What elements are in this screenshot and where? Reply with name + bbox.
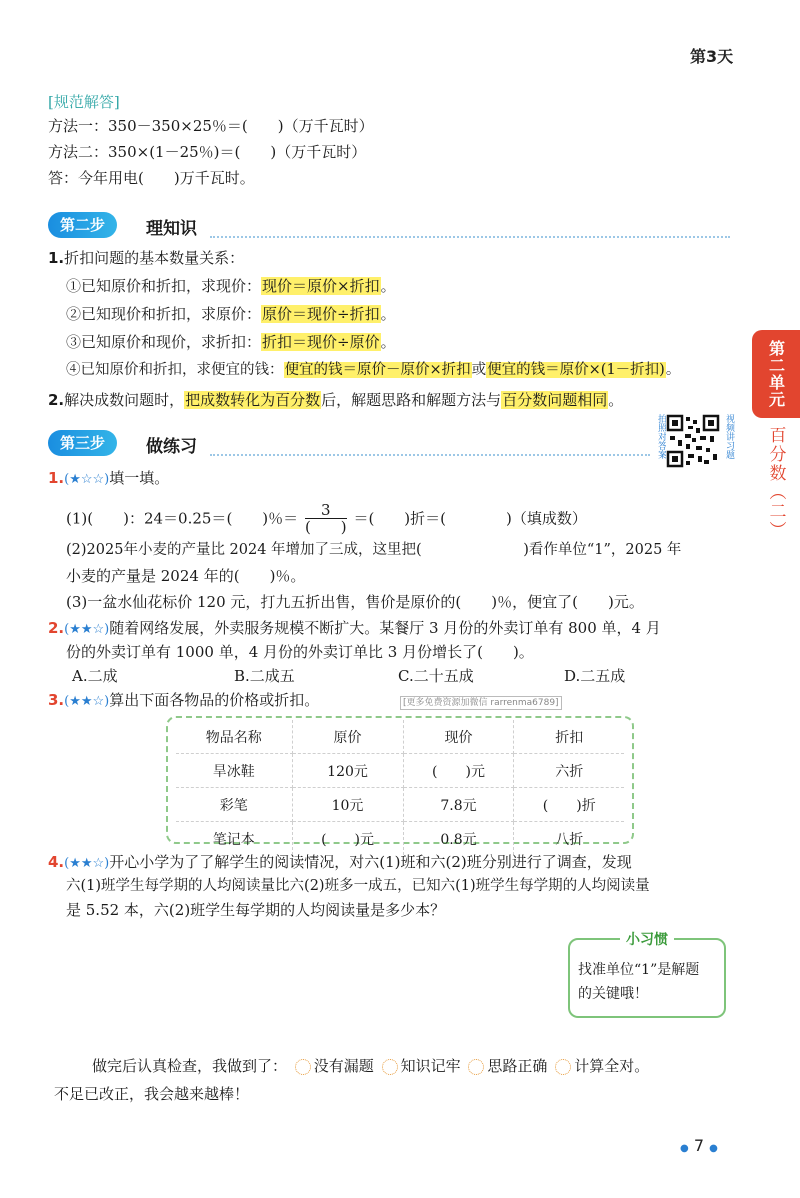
table-header: 折扣 <box>514 720 624 754</box>
table-cell: 10元 <box>292 788 403 822</box>
table-row <box>176 788 624 822</box>
formula-highlight: 便宜的钱＝原价－原价×折扣 <box>284 362 471 378</box>
table-cell: 笔记本 <box>176 822 292 856</box>
q2-option-b[interactable]: B.二成五 <box>234 667 295 685</box>
q3-heading: 3.(★★☆)算出下面各物品的价格或折扣。 <box>48 691 320 709</box>
difficulty-stars: (★☆☆) <box>64 472 110 487</box>
habit-line2: 的关键哦！ <box>578 986 648 1002</box>
qr-code-icon[interactable] <box>666 414 720 468</box>
side-tab <box>752 330 800 545</box>
table-cell: 7.8元 <box>403 788 514 822</box>
difficulty-stars: (★★☆) <box>64 856 110 871</box>
checklist-line2: 不足已改正，我会越来越棒！ <box>54 1085 250 1103</box>
smiley-icon[interactable] <box>382 1059 398 1075</box>
q4-line3: 是 5.52 本，六(2)班学生每学期的人均阅读量是多少本？ <box>66 901 446 919</box>
formula-highlight: 原价＝现价÷折扣 <box>262 305 380 323</box>
table-row <box>176 754 624 788</box>
formula-highlight: 百分数问题相同 <box>502 391 608 409</box>
step2-badge: 第二步 <box>48 212 117 238</box>
q2-option-c[interactable]: C.二十五成 <box>398 667 474 685</box>
q2-option-a[interactable]: A.二成 <box>72 667 118 685</box>
habit-title: 小习惯 <box>620 929 674 949</box>
page-number: ● 7 ● <box>680 1136 718 1155</box>
step2-rule4: ④已知原价和折扣，求便宜的钱：便宜的钱＝原价－原价×折扣或便宜的钱＝原价×(1－折扣)。 <box>66 362 681 378</box>
step2-divider <box>210 236 730 238</box>
formula-highlight: 折扣＝现价÷原价 <box>262 333 380 351</box>
habit-line1: 找准单位“1”是解题 <box>578 962 700 978</box>
watermark: [更多免费资源加微信 rarrenma6789] <box>400 696 562 710</box>
q2-line2: 份的外卖订单有 1000 单，4 月份的外卖订单比 3 月份增长了( )。 <box>66 643 534 661</box>
formula-highlight: 把成数转化为百分数 <box>185 391 321 409</box>
solution-answer: 答：今年用电( )万千瓦时。 <box>48 169 255 187</box>
day-label: 第3天 <box>690 47 734 66</box>
table-cell: 六折 <box>514 754 624 788</box>
step3-divider <box>210 454 650 456</box>
table-header: 物品名称 <box>176 720 292 754</box>
table-header: 现价 <box>403 720 514 754</box>
q4-line2: 六(1)班学生每学期的人均阅读量比六(2)班多一成五，已知六(1)班学生每学期的人均阅读量 <box>66 878 650 894</box>
smiley-icon[interactable] <box>295 1059 311 1075</box>
side-tab-topic: 百分数（二） <box>765 426 786 540</box>
q2-line1: 2.(★★☆)随着网络发展，外卖服务规模不断扩大。某餐厅 3 月份的外卖订单有 800 单，4 月 <box>48 619 661 637</box>
step3-title: 做练习 <box>146 437 197 457</box>
q1-part1: (1)( )：24＝0.25＝( )％＝ 3 ( ) ＝( )折＝( )（填成数） <box>66 501 587 536</box>
qr-caption-right: 视频讲习题 <box>724 414 734 459</box>
step2-title: 理知识 <box>146 219 197 239</box>
table-row <box>176 822 624 856</box>
checklist-line1: 做完后认真检查，我做到了： 没有漏题 知识记牢 思路正确 计算全对。 <box>92 1057 650 1075</box>
step2-rule3: ③已知原价和现价，求折扣：折扣＝现价÷原价。 <box>66 333 396 351</box>
difficulty-stars: (★★☆) <box>64 694 110 709</box>
goods-table <box>166 716 634 848</box>
qr-caption-left: 拍照对答案 <box>656 414 666 459</box>
q2-option-d[interactable]: D.二五成 <box>564 667 626 685</box>
step3-badge: 第三步 <box>48 430 117 456</box>
formula-highlight: 便宜的钱＝原价×(1－折扣) <box>487 362 665 378</box>
step2-rule2: ②已知现价和折扣，求原价：原价＝现价÷折扣。 <box>66 305 396 323</box>
difficulty-stars: (★★☆) <box>64 622 110 637</box>
table-cell: 0.8元 <box>403 822 514 856</box>
step2-point2: 2.解决成数问题时，把成数转化为百分数后，解题思路和解题方法与百分数问题相同。 <box>48 391 624 409</box>
step2-point1: 1.折扣问题的基本数量关系： <box>48 249 245 267</box>
table-cell-blank[interactable]: ( )折 <box>514 788 624 822</box>
table-cell-blank[interactable]: ( )元 <box>403 754 514 788</box>
fraction-numerator: 3 <box>305 502 347 519</box>
fraction <box>305 502 347 535</box>
solution-tag: [规范解答] <box>48 93 120 111</box>
table-cell: 八折 <box>555 831 584 848</box>
q1-heading: 1.(★☆☆)填一填。 <box>48 469 170 487</box>
step2-rule1: ①已知原价和折扣，求现价：现价＝原价×折扣。 <box>66 277 396 295</box>
q4-line1: 4.(★★☆)开心小学为了了解学生的阅读情况，对六(1)班和六(2)班分别进行了调查，发现 <box>48 853 632 871</box>
table-cell: 120元 <box>292 754 403 788</box>
q1-part3: (3)一盆水仙花标价 120 元，打九五折出售，售价是原价的( )％，便宜了( )元。 <box>66 593 644 611</box>
table-cell: 旱冰鞋 <box>176 754 292 788</box>
fraction-denominator: ( ) <box>304 518 347 536</box>
q1-part2-line2: 小麦的产量是 2024 年的( )％。 <box>66 567 306 585</box>
table-header-row <box>176 720 624 754</box>
q1-part2-line1: (2)2025年小麦的产量比 2024 年增加了三成，这里把( )看作单位“1”，2025 年 <box>66 542 682 558</box>
table-cell-blank[interactable]: ( )元 <box>292 822 403 856</box>
formula-highlight: 现价＝原价×折扣 <box>262 277 380 295</box>
side-tab-unit: 第二单元 <box>752 330 800 418</box>
solution-method1: 方法一：350－350×25％＝( )（万千瓦时） <box>48 117 374 135</box>
table-header: 原价 <box>292 720 403 754</box>
table-cell: 彩笔 <box>176 788 292 822</box>
smiley-icon[interactable] <box>555 1059 571 1075</box>
smiley-icon[interactable] <box>468 1059 484 1075</box>
solution-method2: 方法二：350×(1－25％)＝( )（万千瓦时） <box>48 143 367 161</box>
